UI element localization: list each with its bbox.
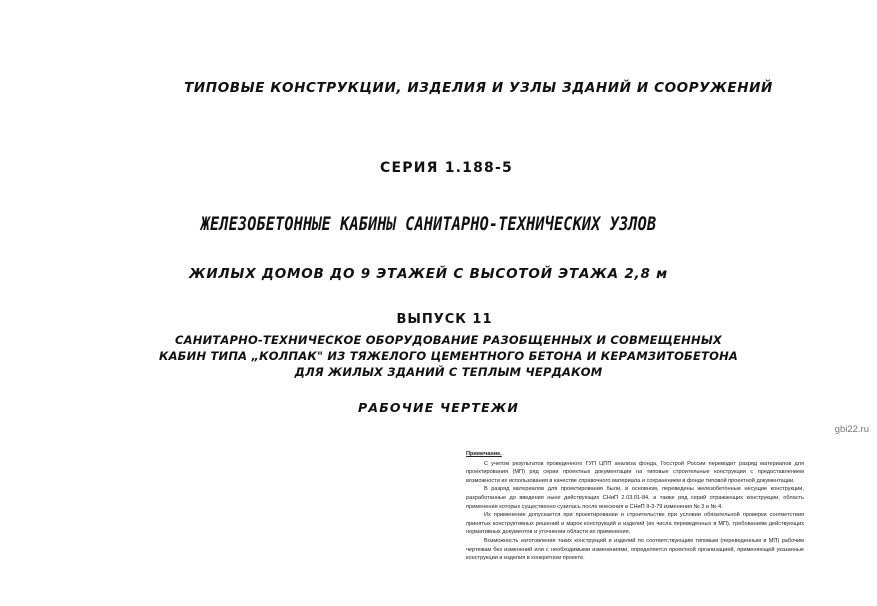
description-line-3: ДЛЯ ЖИЛЫХ ЗДАНИЙ С ТЕПЛЫМ ЧЕРДАКОМ bbox=[294, 365, 603, 379]
note-paragraph: С учетом результатов проведенного ГУП ЦПП анализа фонда, Госстрой России переводит разряд материалов для проектирования (МП) ряд серии проектных документации на типовые строительные конструкции с предоставлением возможности их использования в качестве справочного материала и сохранением в фонде типовой проектной документации. bbox=[466, 460, 804, 484]
description-line-1: САНИТАРНО-ТЕХНИЧЕСКОЕ ОБОРУДОВАНИЕ РАЗОБЩЕННЫХ И СОВМЕЩЕННЫХ bbox=[175, 333, 722, 347]
note-block bbox=[466, 450, 804, 563]
description-line-2: КАБИН ТИПА „КОЛПАК" ИЗ ТЯЖЕЛОГО ЦЕМЕНТНОГО БЕТОНА И КЕРАМЗИТОБЕТОНА bbox=[158, 349, 739, 363]
watermark: gbi22.ru bbox=[834, 424, 869, 435]
document-title: ЖЕЛЕЗОБЕТОННЫЕ КАБИНЫ САНИТАРНО-ТЕХНИЧЕСКИХ УЗЛОВ bbox=[200, 214, 657, 235]
series-number: СЕРИЯ 1.188-5 bbox=[380, 160, 513, 176]
header-text: ТИПОВЫЕ КОНСТРУКЦИИ, ИЗДЕЛИЯ И УЗЛЫ ЗДАНИЙ И СООРУЖЕНИЙ bbox=[184, 80, 773, 96]
issue-number: ВЫПУСК 11 bbox=[396, 312, 493, 327]
note-title: Примечание. bbox=[466, 451, 502, 457]
note-paragraph: В разряд материалов для проектирования были, в основном, переведены железобетонные несущие конструкции, разработанные до введения ныне действующих СНиП 2.03.01-84, а также ряд серий отражающих конструкции, область применения которых существенно сузилась после внесения в СНиП II-3-79 изменения № 3 и № 4. bbox=[466, 486, 804, 510]
working-drawings-label: РАБОЧИЕ ЧЕРТЕЖИ bbox=[357, 400, 520, 415]
document-subtitle: ЖИЛЫХ ДОМОВ ДО 9 ЭТАЖЕЙ С ВЫСОТОЙ ЭТАЖА 2,8 м bbox=[189, 266, 668, 282]
note-paragraph: Возможность изготовления таких конструкций и изделий по соответствующим типовым (переведенным в МП) рабочим чертежам без изменений или с необходимыми изменениями, определяется проектной организацией, применяющей указанные конструкции и изделия в конкретном проекте. bbox=[466, 537, 804, 562]
note-paragraph: Их применение допускается при проектировании и строительстве при условии обязательной проверки соответствия принятых конструктивных решений и марок конструкций и изделий (их числа переведенных в МП), требованиям действующих нормативных документов и уточнении области их применения. bbox=[466, 512, 804, 536]
